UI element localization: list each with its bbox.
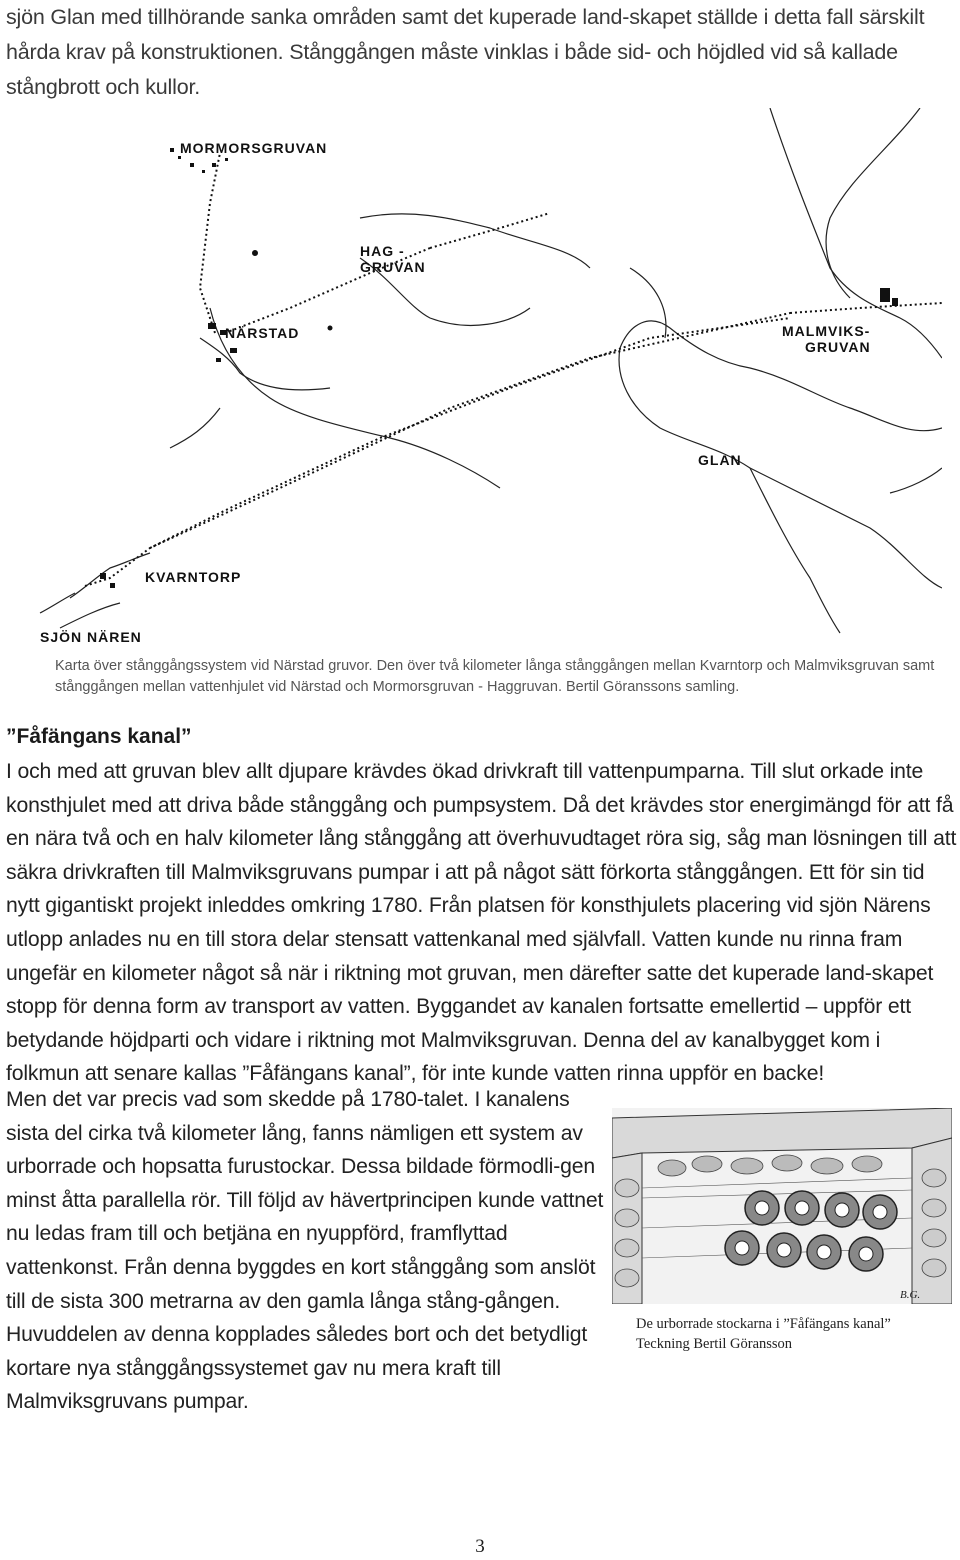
- map-label-mormorsgruvan: MORMORSGRUVAN: [180, 140, 328, 156]
- section-heading: ”Fåfängans kanal”: [6, 725, 192, 748]
- body-paragraph-text: I och med att gruvan blev allt djupare krävdes ökad drivkraft till vattenpumparna. Till slut orkade inte konsthjulet med att driva både stånggång och pumpsystem. Då det krävdes stor energimängd för att få en nära två och en halv kilometer lång stånggång att överhuvudtaget röra sig, såg man lösningen till att säkra drivkraften till Malmviksgruvans pumpar i att på något sätt förkorta stånggången. Ett för sin tid nytt gigantiskt projekt inleddes omkring 1780. Från platsen för konsthjulets placering vid sjön Närens utlopp anlades nu en till stora delar stensatt vattenkanal med självfall. Vatten kunde nu rinna fram ungefär en kilometer något så när i riktning mot gruvan, men därefter satte det kuperade land-skapet stopp för denna form av transport av vatten. Byggandet av kanalen fortsatte emellertid – uppför ett betydande höjdparti och vidare i riktning mot Malmviksgruvan. Denna del av kanalbygget kom i folkmun att senare kallas ”Fåfängans kanal”, för inte kunde vatten rinna uppför en backe!: [6, 760, 957, 1086]
- map-label-glan: GLAN: [698, 452, 742, 468]
- map-label-gruvan: GRUVAN: [360, 259, 426, 275]
- map-label-sjon-naren: SJÖN NÄREN: [40, 629, 142, 645]
- log-pipes-drawing: [612, 1108, 952, 1304]
- map-label-malmviks-gruvan: GRUVAN: [805, 339, 871, 355]
- map-caption: Karta över stånggångssystem vid Närstad gruvor. Den över två kilometer långa stånggången mellan Kvarntorp och Malmviksgruvan samt stånggången mellan vattenhjulet vid Närstad och Mormorsgruvan - Haggruvan. Bertil Göranssons samling.: [55, 658, 935, 695]
- drawing-signature: B.G.: [900, 1289, 921, 1301]
- map-label-narstad: NÄRSTAD: [225, 325, 300, 341]
- body-paragraph: [6, 755, 958, 1091]
- map-label-kvarntorp: KVARNTORP: [145, 569, 242, 585]
- narrow-paragraph: Men det var precis vad som skedde på 1780-talet. I kanalens sista del cirka två kilometer lång, fanns nämligen ett system av urborrade och hopsatta furustockar. Dessa bildade förmodli-gen minst åtta parallella rör. Till följd av hävertprincipen kunde vattnet nu ledas fram till och betjäna en nyuppförd, framflyttad vattenkonst. Från denna byggdes en kort stånggång som anslöt till de sista 300 metrarna av den gamla långa stång-gången. Huvuddelen av denna kopplades således bort och det betydligt kortare nya stånggångssystemet gav nu mera kraft till Malmviksgruvans pumpar.: [6, 1088, 604, 1414]
- page-number: 3: [475, 1536, 485, 1557]
- drawing-caption-line2: Teckning Bertil Göransson: [636, 1336, 793, 1352]
- map-label-malmviks: MALMVIKS-: [782, 323, 871, 339]
- intro-paragraph: sjön Glan med tillhörande sanka områden samt det kuperade land-skapet ställde i detta fall särskilt hårda krav på konstruktionen. Stånggången måste vinklas i både sid- och höjdled vid så kallade stångbrott och kullor.: [6, 5, 925, 99]
- stanggang-map: [30, 108, 942, 648]
- drawing-caption-line1: De urborrade stockarna i ”Fåfängans kanal”: [636, 1316, 891, 1332]
- map-label-hag: HAG -: [360, 243, 405, 259]
- drawing-caption: [636, 1314, 946, 1354]
